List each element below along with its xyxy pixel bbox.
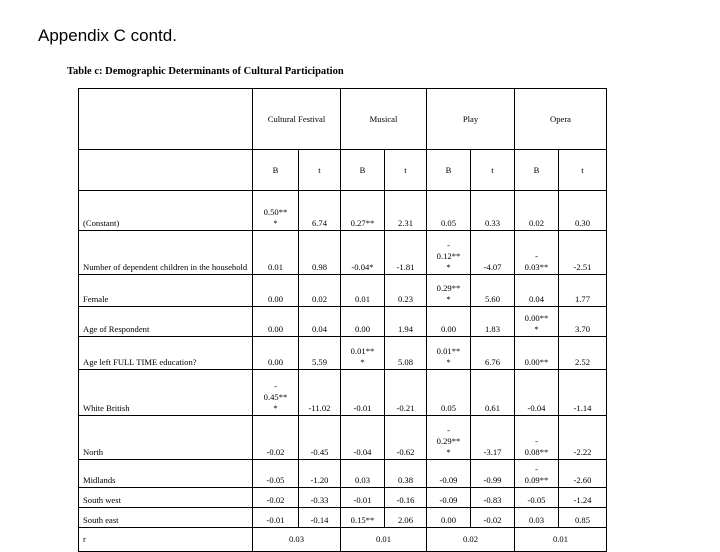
regression-table (78, 88, 607, 552)
subheader-row (79, 150, 607, 191)
group-header-cultural-festival: Cultural Festival (253, 89, 341, 150)
value-cell: 0.30 (559, 191, 607, 231)
value-cell: -0.09 (427, 460, 471, 488)
value-cell: 0.02 (299, 275, 341, 307)
value-cell: 6.74 (299, 191, 341, 231)
value-cell: 0.98 (299, 231, 341, 275)
r-value-cell: 0.02 (427, 528, 515, 552)
subheader-cell: t (385, 150, 427, 191)
value-cell: -1.14 (559, 370, 607, 416)
row-label: (Constant) (79, 191, 253, 231)
value-cell: 0.00** (515, 337, 559, 370)
value-cell: -0.16 (385, 488, 427, 508)
value-cell: -0.02 (471, 508, 515, 528)
value-cell: - 0.03** (515, 231, 559, 275)
value-cell: - 0.08** (515, 416, 559, 460)
subheader-cell: B (515, 150, 559, 191)
value-cell: 0.05 (427, 191, 471, 231)
subheader-cell: B (253, 150, 299, 191)
value-cell: 0.00 (253, 337, 299, 370)
value-cell: - 0.12** * (427, 231, 471, 275)
row-label: Age left FULL TIME education? (79, 337, 253, 370)
value-cell: -3.17 (471, 416, 515, 460)
value-cell: 2.52 (559, 337, 607, 370)
table-row (79, 231, 607, 275)
value-cell: -0.21 (385, 370, 427, 416)
value-cell: 0.00 (341, 307, 385, 337)
r-value-cell: 0.03 (253, 528, 341, 552)
table-row (79, 508, 607, 528)
value-cell: 0.02 (515, 191, 559, 231)
table-row (79, 460, 607, 488)
value-cell: -0.05 (253, 460, 299, 488)
value-cell: -0.62 (385, 416, 427, 460)
value-cell: -2.60 (559, 460, 607, 488)
value-cell: 0.29** * (427, 275, 471, 307)
value-cell: 0.23 (385, 275, 427, 307)
table-caption: Table c: Demographic Determinants of Cultural Participation (67, 66, 344, 77)
value-cell: 0.15** (341, 508, 385, 528)
value-cell: -4.07 (471, 231, 515, 275)
value-cell: -0.02 (253, 416, 299, 460)
value-cell: 0.03 (341, 460, 385, 488)
value-cell: 1.94 (385, 307, 427, 337)
row-label: Midlands (79, 460, 253, 488)
value-cell: 5.59 (299, 337, 341, 370)
value-cell: 0.00 (427, 508, 471, 528)
row-label: Female (79, 275, 253, 307)
value-cell: 0.01 (253, 231, 299, 275)
group-header-row (79, 89, 607, 150)
value-cell: 1.83 (471, 307, 515, 337)
table-row (79, 191, 607, 231)
table-row (79, 307, 607, 337)
row-label: White British (79, 370, 253, 416)
value-cell: 3.70 (559, 307, 607, 337)
group-header-musical: Musical (341, 89, 427, 150)
row-label: South east (79, 508, 253, 528)
value-cell: 0.01** * (427, 337, 471, 370)
value-cell: -0.09 (427, 488, 471, 508)
value-cell: -2.51 (559, 231, 607, 275)
subheader-blank-cell (79, 150, 253, 191)
subheader-cell: t (471, 150, 515, 191)
value-cell: -0.01 (341, 488, 385, 508)
row-label: r (79, 528, 253, 552)
value-cell: 0.00 (253, 307, 299, 337)
r-value-cell: 0.01 (341, 528, 427, 552)
value-cell: 0.05 (427, 370, 471, 416)
r-value-cell: 0.01 (515, 528, 607, 552)
value-cell: -0.33 (299, 488, 341, 508)
value-cell: 5.08 (385, 337, 427, 370)
value-cell: 0.61 (471, 370, 515, 416)
value-cell: -0.02 (253, 488, 299, 508)
row-label: Number of dependent children in the household (79, 231, 253, 275)
value-cell: 0.01** * (341, 337, 385, 370)
row-label: South west (79, 488, 253, 508)
value-cell: 1.77 (559, 275, 607, 307)
slide-title: Appendix C contd. (38, 26, 177, 45)
value-cell: 0.33 (471, 191, 515, 231)
table-row (79, 337, 607, 370)
value-cell: -11.02 (299, 370, 341, 416)
value-cell: 2.06 (385, 508, 427, 528)
header-blank-cell (79, 89, 253, 150)
value-cell: -1.20 (299, 460, 341, 488)
value-cell: -0.05 (515, 488, 559, 508)
subheader-cell: B (341, 150, 385, 191)
value-cell: -0.14 (299, 508, 341, 528)
value-cell: -0.45 (299, 416, 341, 460)
value-cell: -0.99 (471, 460, 515, 488)
value-cell: 0.27** (341, 191, 385, 231)
value-cell: 0.01 (341, 275, 385, 307)
row-label: Age of Respondent (79, 307, 253, 337)
value-cell: 0.04 (515, 275, 559, 307)
value-cell: 5.60 (471, 275, 515, 307)
table-row (79, 370, 607, 416)
value-cell: 0.00** * (515, 307, 559, 337)
subheader-cell: t (559, 150, 607, 191)
group-header-play: Play (427, 89, 515, 150)
value-cell: -2.22 (559, 416, 607, 460)
value-cell: 0.38 (385, 460, 427, 488)
value-cell: 0.03 (515, 508, 559, 528)
value-cell: 0.00 (427, 307, 471, 337)
subheader-cell: t (299, 150, 341, 191)
subheader-cell: B (427, 150, 471, 191)
table-row (79, 488, 607, 508)
value-cell: 2.31 (385, 191, 427, 231)
value-cell: 0.85 (559, 508, 607, 528)
value-cell: -1.24 (559, 488, 607, 508)
value-cell: - 0.09** (515, 460, 559, 488)
value-cell: -0.04* (341, 231, 385, 275)
value-cell: 6.76 (471, 337, 515, 370)
value-cell: -0.04 (515, 370, 559, 416)
value-cell: -0.04 (341, 416, 385, 460)
value-cell: -0.83 (471, 488, 515, 508)
value-cell: -1.81 (385, 231, 427, 275)
value-cell: 0.00 (253, 275, 299, 307)
group-header-opera: Opera (515, 89, 607, 150)
table-row (79, 275, 607, 307)
value-cell: - 0.45** * (253, 370, 299, 416)
value-cell: 0.04 (299, 307, 341, 337)
value-cell: - 0.29** * (427, 416, 471, 460)
table-row (79, 416, 607, 460)
value-cell: 0.50** * (253, 191, 299, 231)
value-cell: -0.01 (341, 370, 385, 416)
row-label: North (79, 416, 253, 460)
value-cell: -0.01 (253, 508, 299, 528)
